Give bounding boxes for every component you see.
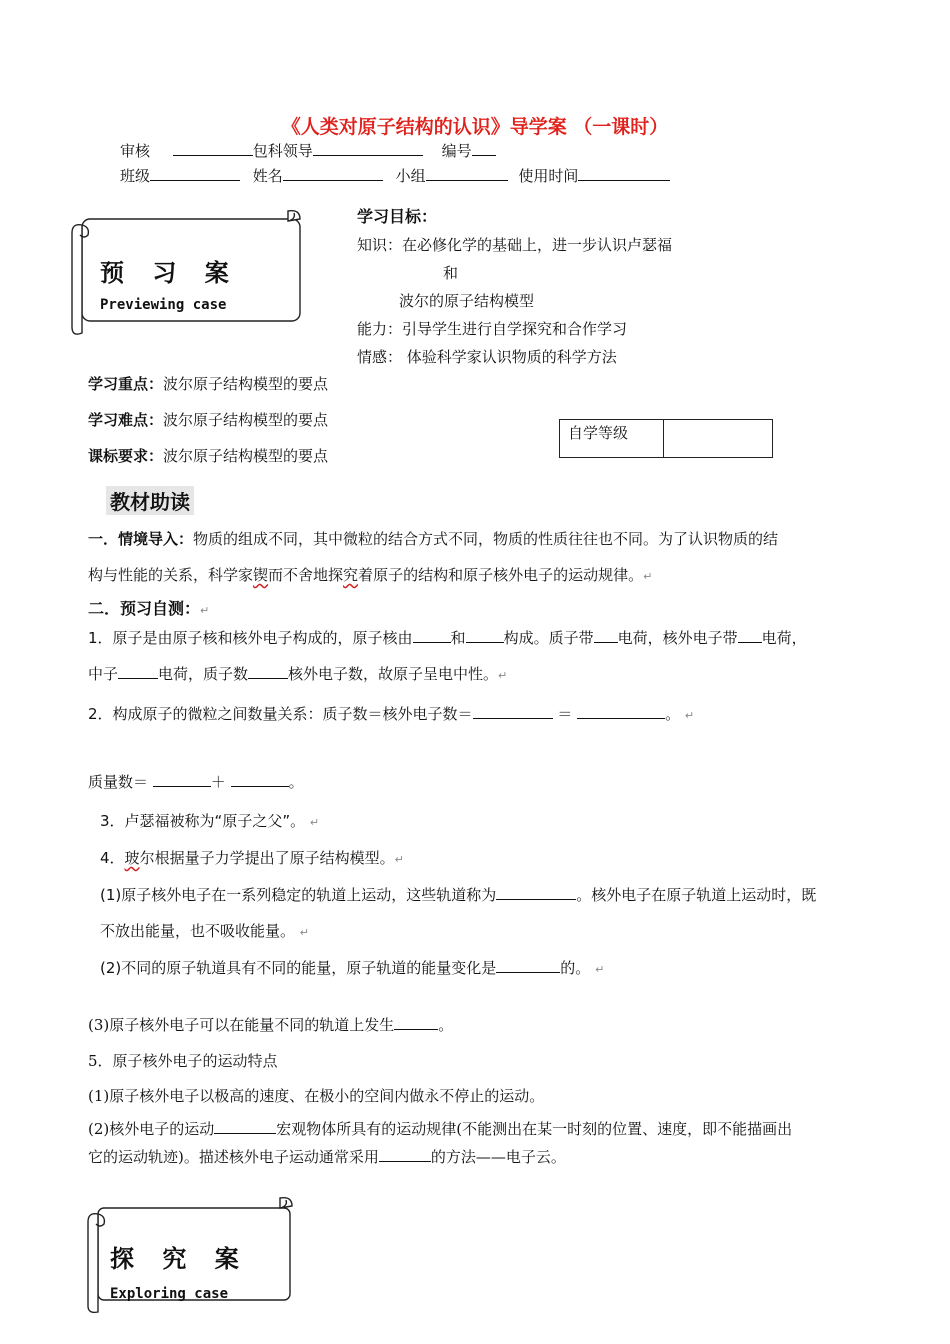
q1-text: 电荷，质子数	[158, 665, 249, 683]
q4-sub3-line	[88, 1014, 453, 1035]
q2-mass-text: 。	[288, 773, 304, 791]
q5-sub2-blank[interactable]	[214, 1118, 276, 1134]
q1-line1	[88, 627, 807, 648]
return-mark: ↵	[595, 963, 605, 976]
section1-text2b: 锲	[253, 566, 269, 584]
section1-text2a: 构与性能的关系，科学家	[88, 566, 254, 584]
section1-text1: 物质的组成不同，其中微粒的结合方式不同，物质的性质往往也不同。为了认识物质的结	[193, 530, 779, 548]
q2-text: 。	[665, 705, 681, 723]
q2-mass-blank-2[interactable]	[231, 771, 289, 787]
return-mark: ↵	[684, 709, 695, 722]
q5-sub2-line1	[88, 1118, 792, 1139]
section1-line1	[88, 528, 778, 549]
document-title: 《人类对原子结构的认识》导学案 （一课时）	[281, 116, 669, 138]
q4-sub3-text: (3)原子核外电子可以在能量不同的轨道上发生	[88, 1016, 395, 1034]
q1-text: 和	[450, 629, 466, 647]
return-mark: ↵	[394, 853, 404, 866]
focus-label: 学习重点：	[88, 375, 164, 393]
q2-text: 2．构成原子的微粒之间数量关系：质子数＝核外电子数＝	[88, 705, 473, 723]
preview-banner	[66, 205, 306, 340]
objective-ability: 能力：引导学生进行自学探究和合作学习	[357, 320, 628, 338]
q2-blank-2[interactable]	[577, 703, 665, 719]
reviewer-blank[interactable]	[173, 140, 253, 156]
number-blank[interactable]	[472, 140, 496, 156]
reading-heading: 教材助读	[106, 486, 194, 515]
q4-sub1-line2	[100, 920, 309, 941]
return-mark: ↵	[643, 570, 653, 583]
explore-title: 探 究 案	[110, 1244, 249, 1273]
self-study-table	[559, 419, 773, 458]
q3-text: 3．卢瑟福被称为“原子之父”。	[100, 812, 306, 830]
preview-title: 预 习 案	[100, 258, 239, 287]
number-label: 编号	[441, 142, 472, 160]
q4-sub2-text: (2)不同的原子轨道具有不同的能量，原子轨道的能量变化是	[100, 959, 497, 977]
q2-mass-text: 质量数＝	[88, 773, 149, 791]
q4-sub3-blank[interactable]	[394, 1014, 438, 1030]
time-blank[interactable]	[578, 165, 670, 181]
objective-knowledge-2: 和	[443, 264, 459, 282]
q1-blank-6[interactable]	[248, 663, 288, 679]
q2-mass-blank-1[interactable]	[153, 771, 211, 787]
q2-mass-text: ＋	[210, 773, 226, 791]
q4-sub1-line1	[100, 884, 816, 905]
self-study-label: 自学等级	[560, 420, 664, 457]
q4-sub1-text: (1)原子核外电子在一系列稳定的轨道上运动，这些轨道称为	[100, 886, 497, 904]
q4-sub1-text: 不放出能量，也不吸收能量。	[100, 922, 296, 940]
q1-blank-3[interactable]	[594, 627, 618, 643]
section1-text2e: 着原子的结构和原子核外电子的运动规律。	[358, 566, 644, 584]
objective-emotion: 情感： 体验科学家认识物质的科学方法	[357, 348, 617, 366]
standard-label: 课标要求：	[88, 447, 164, 465]
header-row-2	[120, 165, 670, 186]
section2-row	[88, 596, 209, 619]
q2-blank-1[interactable]	[473, 703, 553, 719]
q2-mass-line	[88, 771, 304, 792]
name-blank[interactable]	[283, 165, 383, 181]
explore-banner	[82, 1194, 297, 1314]
q5-sub2-text: 它的运动轨迹)。描述核外电子运动通常采用	[88, 1148, 379, 1166]
q5-sub2-text: (2)核外电子的运动	[88, 1120, 215, 1138]
header-row-1	[120, 140, 496, 161]
difficulty-row	[88, 409, 328, 430]
q4-text: 4．	[100, 849, 125, 867]
standard-text: 波尔原子结构模型的要点	[163, 447, 329, 465]
preview-subtitle: Previewing case	[100, 297, 227, 313]
reviewer-label: 审核	[120, 142, 151, 160]
q1-blank-4[interactable]	[738, 627, 762, 643]
return-mark: ↵	[200, 604, 210, 617]
explore-subtitle: Exploring case	[110, 1286, 229, 1302]
q1-text: 中子	[88, 665, 119, 683]
section1-label: 一．情境导入：	[88, 530, 194, 548]
q5-sub2-line2	[88, 1146, 566, 1167]
q1-text: 电荷，	[761, 629, 807, 647]
q4-sub1-text: 。核外电子在原子轨道上运动时，既	[576, 886, 817, 904]
q4-sub2-line	[100, 957, 604, 978]
leader-blank[interactable]	[313, 140, 423, 156]
section1-text2d: 究	[343, 566, 359, 584]
section1-text2c: 而不舍地探	[268, 566, 344, 584]
q1-blank-1[interactable]	[413, 627, 451, 643]
section1-line2	[88, 564, 652, 585]
q5-sub1: (1)原子核外电子以极高的速度、在极小的空间内做永不停止的运动。	[88, 1087, 545, 1105]
q3-line	[100, 810, 319, 831]
q4-text: 尔根据量子力学提出了原子结构模型。	[139, 849, 395, 867]
section2-label: 二．预习自测：	[88, 599, 201, 618]
return-mark: ↵	[498, 669, 508, 682]
class-blank[interactable]	[150, 165, 240, 181]
q1-text: 构成。质子带	[503, 629, 594, 647]
q4-sub1-blank[interactable]	[496, 884, 576, 900]
focus-text: 波尔原子结构模型的要点	[163, 375, 329, 393]
q4-sub3-text: 。	[438, 1016, 454, 1034]
self-study-value[interactable]	[664, 420, 772, 457]
q5-sub2-blank-2[interactable]	[379, 1146, 431, 1162]
q1-blank-2[interactable]	[466, 627, 504, 643]
return-mark: ↵	[309, 816, 320, 829]
name-label: 姓名	[252, 167, 283, 185]
objective-knowledge-1: 知识：在必修化学的基础上，进一步认识卢瑟福	[357, 236, 673, 254]
objectives-heading: 学习目标：	[357, 207, 438, 226]
difficulty-text: 波尔原子结构模型的要点	[163, 411, 329, 429]
q5-title: 5．原子核外电子的运动特点	[88, 1052, 278, 1070]
q2-text: ＝	[557, 705, 573, 723]
focus-row	[88, 373, 328, 394]
q2-line1	[88, 703, 694, 724]
group-blank[interactable]	[426, 165, 508, 181]
time-label: 使用时间	[518, 167, 579, 185]
q1-line2	[88, 663, 507, 684]
difficulty-label: 学习难点：	[88, 411, 164, 429]
q5-sub2-text: 宏观物体所具有的运动规律(不能测出在某一时刻的位置、速度，即不能描画出	[276, 1120, 793, 1138]
leader-label: 包科领导	[252, 142, 313, 160]
q5-sub2-text: 的方法——电子云。	[430, 1148, 566, 1166]
objective-knowledge-3: 波尔的原子结构模型	[399, 292, 535, 310]
q1-blank-5[interactable]	[118, 663, 158, 679]
q4-text: 玻	[124, 849, 140, 867]
q4-sub2-blank[interactable]	[496, 957, 560, 973]
group-label: 小组	[395, 167, 426, 185]
class-label: 班级	[120, 167, 151, 185]
q4-sub2-text: 的。	[560, 959, 591, 977]
return-mark: ↵	[299, 926, 310, 939]
q1-text: 1．原子是由原子核和核外电子构成的，原子核由	[88, 629, 413, 647]
q1-text: 电荷，核外电子带	[617, 629, 738, 647]
q4-line	[100, 847, 404, 868]
standard-row	[88, 445, 328, 466]
q1-text: 核外电子数，故原子呈电中性。	[288, 665, 499, 683]
